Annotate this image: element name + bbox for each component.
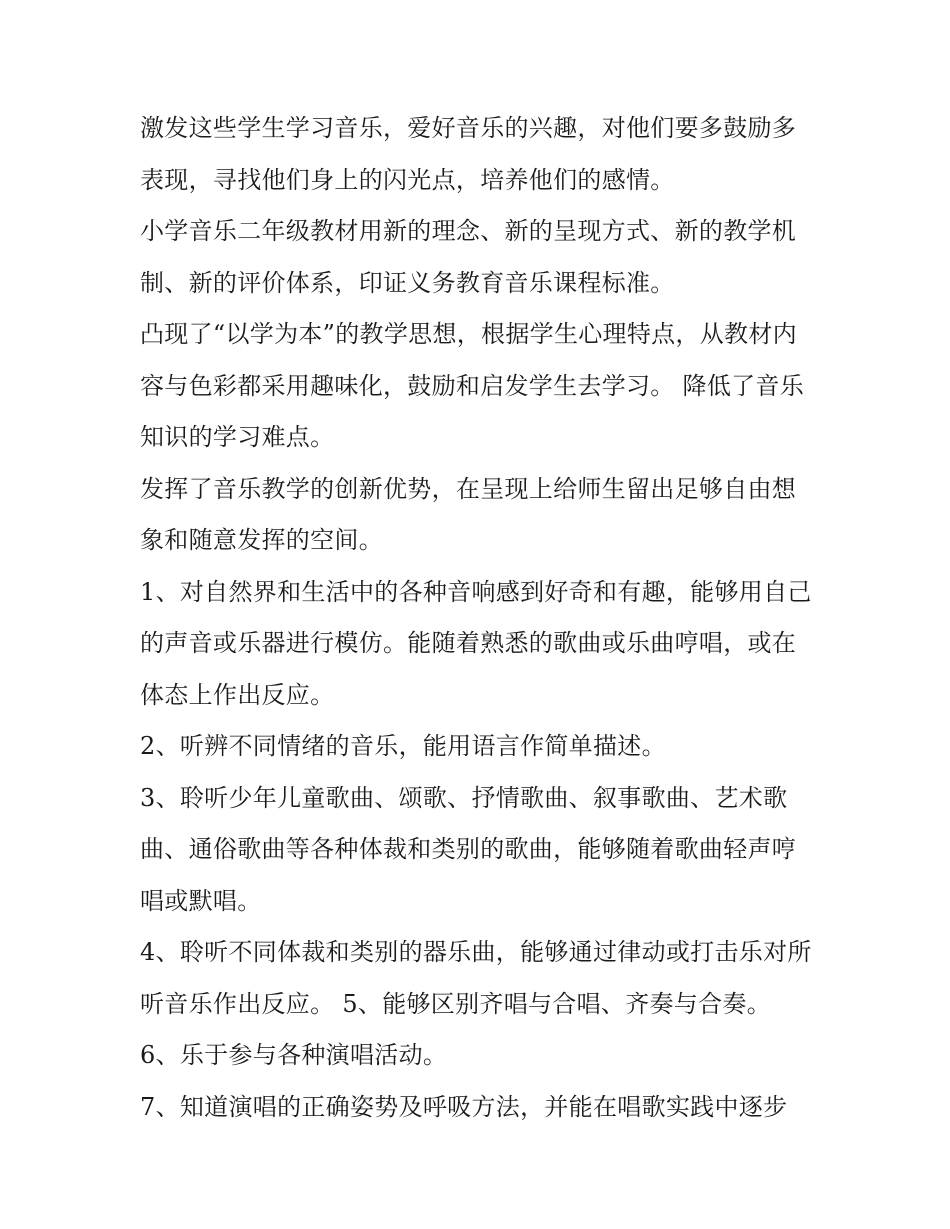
paragraph-1: 激发这些学生学习音乐，爱好音乐的兴趣，对他们要多鼓励多表现，寻找他们身上的闪光点，培养他们的感情。 xyxy=(140,114,797,194)
paragraph-4: 发挥了音乐教学的创新优势，在呈现上给师生留出足够自由想象和随意发挥的空间。 xyxy=(140,474,797,554)
paragraph-9: 6、乐于参与各种演唱活动。 xyxy=(140,1041,448,1069)
paragraph-8: 4、聆听不同体裁和类别的器乐曲，能够通过律动或打击乐对所听音乐作出反应。 5、能够区别齐唱与合唱、齐奏与合奏。 xyxy=(140,938,812,1018)
paragraph-5: 1、对自然界和生活中的各种音响感到好奇和有趣，能够用自己的声音或乐器进行模仿。能随着熟悉的歌曲或乐曲哼唱，或在体态上作出反应。 xyxy=(140,577,812,709)
paragraph-10: 7、知道演唱的正确姿势及呼吸方法，并能在唱歌实践中逐步 xyxy=(140,1092,788,1121)
document-body xyxy=(140,103,820,1133)
paragraph-3: 凸现了“以学为本”的教学思想，根据学生心理特点，从教材内容与色彩都采用趣味化，鼓励和启发学生去学习。 降低了音乐知识的学习难点。 xyxy=(140,320,805,451)
paragraph-7: 3、聆听少年儿童歌曲、颂歌、抒情歌曲、叙事歌曲、艺术歌曲、通俗歌曲等各种体裁和类别的歌曲，能够随着歌曲轻声哼唱或默唱。 xyxy=(140,783,797,915)
paragraph-2: 小学音乐二年级教材用新的理念、新的呈现方式、新的教学机制、新的评价体系，印证义务教育音乐课程标准。 xyxy=(140,217,797,297)
paragraph-6: 2、听辨不同情绪的音乐，能用语言作简单描述。 xyxy=(140,732,666,760)
